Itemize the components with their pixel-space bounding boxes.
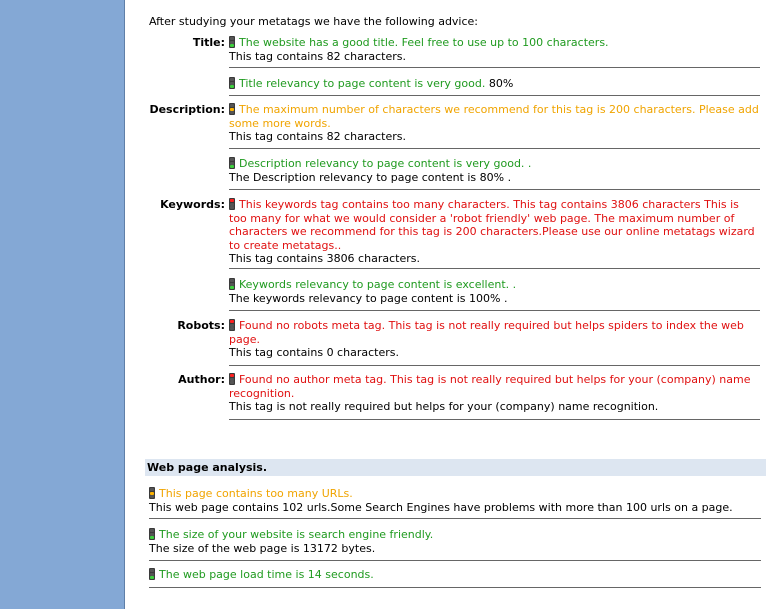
size-block [149, 528, 749, 555]
size-detail: The size of the web page is 13172 bytes. [149, 541, 376, 555]
description-label: Description: [149, 103, 225, 116]
load-time-advice: The web page load time is 14 seconds. [159, 568, 374, 581]
separator [229, 95, 760, 96]
keywords-label: Keywords: [160, 198, 225, 211]
title-relevancy: Title relevancy to page content is very good. [239, 77, 486, 90]
left-sidebar [0, 0, 125, 609]
traffic-light-orange-icon [149, 487, 155, 499]
keywords-relevancy-detail: The keywords relevancy to page content is 100% . [229, 291, 508, 305]
keywords-relevancy: Keywords relevancy to page content is excellent. . [239, 278, 517, 291]
separator [229, 189, 760, 190]
main-content [125, 0, 774, 609]
author-advice: Found no author meta tag. This tag is not really required but helps for your (company) name recognition. [229, 373, 751, 400]
separator [229, 148, 760, 149]
traffic-light-red-icon [229, 373, 235, 385]
robots-advice-block [229, 319, 759, 360]
robots-detail: This tag contains 0 characters. [229, 346, 399, 359]
separator [229, 67, 760, 68]
title-detail: This tag contains 82 characters. [229, 49, 406, 63]
size-advice: The size of your website is search engine friendly. [159, 528, 434, 541]
keywords-advice: This keywords tag contains too many characters. This tag contains 3806 characters This is too many for what we would consider a 'robot friendly' web page. The maximum number of characters we recommend for this tag is 200 characters.Please use our online metatags wizard to create metatags.. [229, 198, 755, 252]
description-advice: The maximum number of characters we recommend for this tag is 200 characters. Please add some more words. [229, 103, 759, 130]
traffic-light-green-icon [149, 528, 155, 540]
separator [149, 560, 761, 561]
separator [229, 365, 760, 366]
keywords-relevancy-block [229, 278, 759, 305]
keywords-detail: This tag contains 3806 characters. [229, 252, 420, 265]
title-advice-block [229, 36, 759, 63]
urls-block [149, 487, 749, 514]
title-relevancy-value: 80% [488, 77, 514, 90]
author-advice-block [229, 373, 759, 414]
traffic-light-red-icon [229, 198, 235, 210]
load-time-block [149, 568, 749, 582]
description-relevancy-detail: The Description relevancy to page content is 80% . [229, 170, 512, 184]
separator [149, 587, 761, 588]
title-label: Title: [192, 36, 225, 49]
separator [229, 268, 760, 269]
description-advice-block [229, 103, 759, 144]
traffic-light-green-icon [229, 157, 235, 169]
separator [229, 310, 760, 311]
author-label: Author: [178, 373, 225, 386]
robots-label: Robots: [177, 319, 225, 332]
web-page-analysis-heading: Web page analysis. [145, 459, 766, 476]
separator [149, 518, 761, 519]
traffic-light-red-icon [229, 319, 235, 331]
urls-detail: This web page contains 102 urls.Some Search Engines have problems with more than 100 urls on a page. [149, 500, 733, 514]
title-relevancy-block [229, 77, 759, 91]
urls-advice: This page contains too many URLs. [159, 487, 353, 500]
description-detail: This tag contains 82 characters. [229, 130, 406, 143]
traffic-light-orange-icon [229, 103, 235, 115]
title-advice: The website has a good title. Feel free to use up to 100 characters. [239, 36, 609, 49]
keywords-advice-block [229, 198, 759, 266]
author-detail: This tag is not really required but helps for your (company) name recognition. [229, 400, 659, 413]
traffic-light-green-icon [229, 36, 235, 48]
robots-advice: Found no robots meta tag. This tag is not really required but helps spiders to index the web page. [229, 319, 744, 346]
description-relevancy: Description relevancy to page content is very good. . [239, 157, 532, 170]
traffic-light-green-icon [229, 278, 235, 290]
traffic-light-green-icon [149, 568, 155, 580]
description-relevancy-block [229, 157, 759, 184]
separator [229, 419, 760, 420]
intro-text: After studying your metatags we have the following advice: [149, 15, 479, 28]
traffic-light-green-icon [229, 77, 235, 89]
